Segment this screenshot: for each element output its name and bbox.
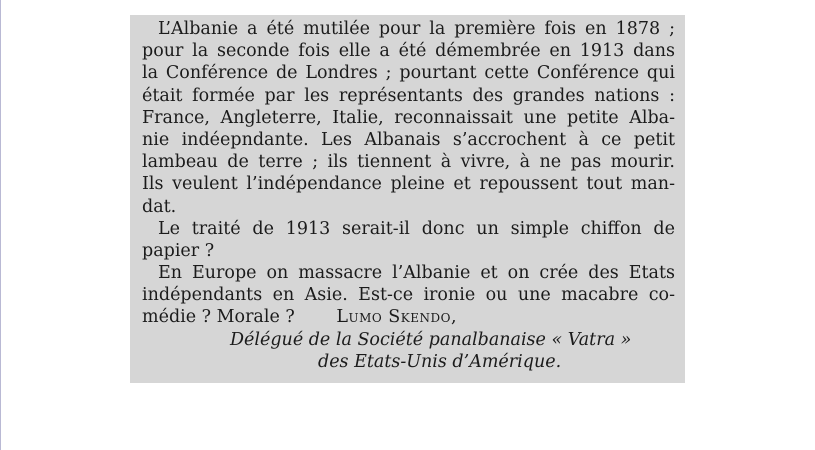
text-line: était formée par les représentants des grandes nations : (142, 85, 675, 106)
page-left-border (0, 0, 1, 450)
text-line: lambeau de terre ; ils tiennent à vivre, à ne pas mourir. (142, 152, 675, 173)
text-line: Ils veulent l’indépendance pleine et repoussent tout man- (142, 174, 675, 195)
text-line: pour la seconde fois elle a été démembrée en 1913 dans (142, 41, 675, 62)
text-line: nie indéepndante. Les Albanais s’accrochent à ce petit (142, 129, 675, 150)
signature-title: Délégué de la Société panalbanaise « Vatra » (230, 329, 632, 350)
text-line: L’Albanie a été mutilée pour la première fois en 1878 ; (158, 19, 675, 39)
text-line: papier ? (142, 240, 215, 261)
text-line: la Conférence de Londres ; pourtant cette Conférence qui (142, 63, 675, 84)
text-line: indépendants en Asie. Est-ce ironie ou une macabre co- (142, 285, 675, 306)
signature-title: des Etats-Unis d’Amérique. (318, 351, 562, 372)
text-line: Le traité de 1913 serait-il donc un simple chiffon de (158, 218, 675, 239)
author-signature: Lumo Skendo, (336, 307, 458, 328)
text-line: médie ? Morale ? (142, 307, 295, 328)
scanned-document-image (130, 15, 685, 383)
text-line: dat. (142, 196, 177, 217)
signature-line (142, 306, 675, 328)
text-line: France, Angleterre, Italie, reconnaissait une petite Alba- (142, 107, 675, 128)
text-line: En Europe on massacre l’Albanie et on crée des Etats (158, 263, 675, 284)
